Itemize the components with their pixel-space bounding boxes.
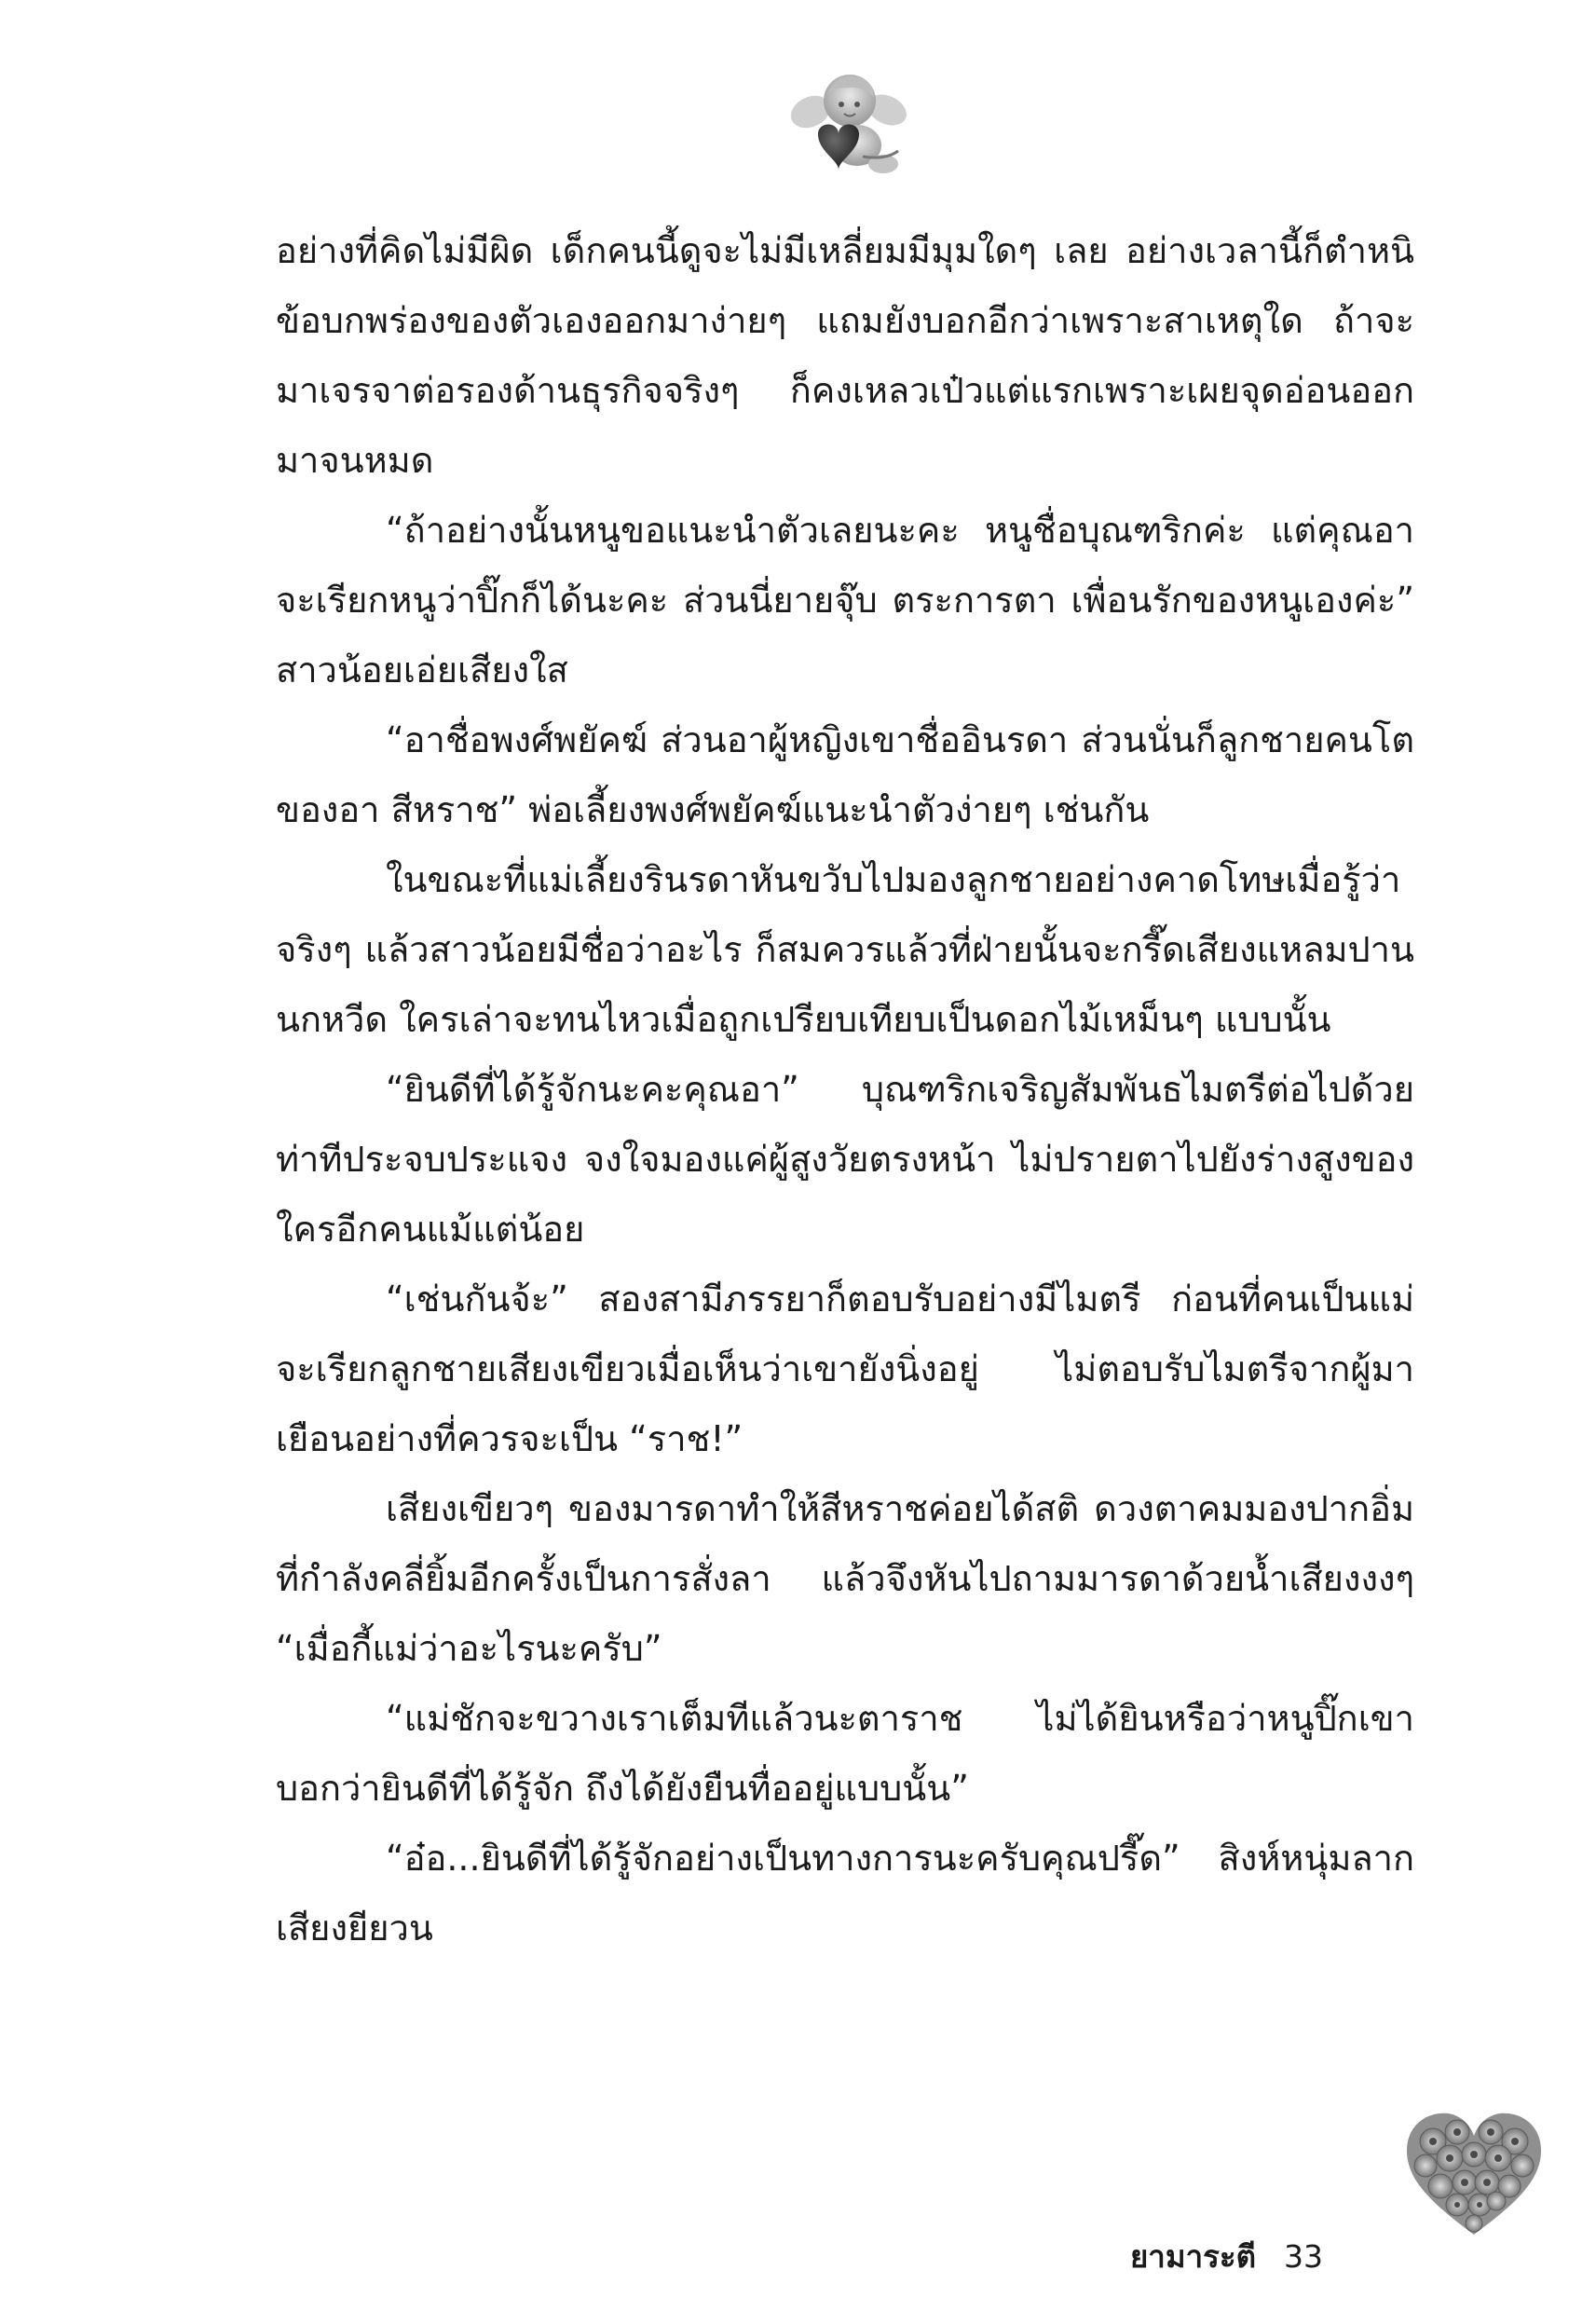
paragraph: “ยินดีที่ได้รู้จักนะคะคุณอา” บุณฑริกเจริญสัมพันธไมตรีต่อไปด้วยท่าทีประจบประแจง จงใจมองแค่ผู้สูงวัยตรงหน้า ไม่ปรายตาไปยังร่างสูงของใครอีกคนแม้แต่น้อย — [276, 1069, 1414, 1250]
paragraph: “อ๋อ...ยินดีที่ได้รู้จักอย่างเป็นทางการนะครับคุณปรี๊ด” สิงห์หนุ่มลากเสียงยียวน — [276, 1838, 1414, 1949]
book-title: ยามาระตี — [1129, 2238, 1256, 2275]
running-footer — [1130, 2238, 1323, 2276]
paragraph: ในขณะที่แม่เลี้ยงรินรดาหันขวับไปมองลูกชายอย่างคาดโทษเมื่อรู้ว่าจริงๆ แล้วสาวน้อยมีชื่อว่าอะไร ก็สมควรแล้วที่ฝ่ายนั้นจะกรี๊ดเสียงแหลมปานนกหวีด ใครเล่าจะทนไหวเมื่อถูกเปรียบเทียบเป็นดอกไม้เหม็นๆ แบบนั้น — [276, 859, 1414, 1040]
paragraph: “เช่นกันจ้ะ” สองสามีภรรยาก็ตอบรับอย่างมีไมตรี ก่อนที่คนเป็นแม่จะเรียกลูกชายเสียงเขียวเมื่อเห็นว่าเขายังนิ่งอยู่ ไม่ตอบรับไมตรีจากผู้มาเยือนอย่างที่ควรจะเป็น “ราช!” — [276, 1279, 1414, 1459]
floral-heart-icon — [1399, 2104, 1548, 2244]
paragraph: “ถ้าอย่างนั้นหนูขอแนะนำตัวเลยนะคะ หนูชื่อบุณฑริกค่ะ แต่คุณอาจะเรียกหนูว่าปิ๊กก็ได้นะคะ ส่วนนี่ยายจุ๊บ ตระการตา เพื่อนรักของหนูเองค่ะ” สาวน้อยเอ่ยเสียงใส — [276, 510, 1414, 691]
page-number: 33 — [1284, 2238, 1323, 2275]
cupid-with-heart-icon — [783, 67, 913, 179]
paragraph: “อาชื่อพงศ์พยัคฆ์ ส่วนอาผู้หญิงเขาชื่ออินรดา ส่วนนั่นก็ลูกชายคนโตของอา สีหราช” พ่อเลี้ยงพงศ์พยัคฆ์แนะนำตัวง่ายๆ เช่นกัน — [276, 719, 1414, 830]
page-body — [276, 216, 1414, 1963]
paragraph: เสียงเขียวๆ ของมารดาทำให้สีหราชค่อยได้สติ ดวงตาคมมองปากอิ่มที่กำลังคลี่ยิ้มอีกครั้งเป็นการสั่งลา แล้วจึงหันไปถามมารดาด้วยน้ำเสียงงงๆ “เมื่อกี้แม่ว่าอะไรนะครับ” — [276, 1488, 1414, 1669]
paragraph: อย่างที่คิดไม่มีผิด เด็กคนนี้ดูจะไม่มีเหลี่ยมมีมุมใดๆ เลย อย่างเวลานี้ก็ตำหนิข้อบกพร่องของตัวเองออกมาง่ายๆ แถมยังบอกอีกว่าเพราะสาเหตุใด ถ้าจะมาเจรจาต่อรองด้านธุรกิจจริงๆ ก็คงเหลวเป๋วแต่แรกเพราะเผยจุดอ่อนออกมาจนหมด — [276, 230, 1414, 481]
paragraph: “แม่ชักจะขวางเราเต็มทีแล้วนะตาราช ไม่ได้ยินหรือว่าหนูปิ๊กเขาบอกว่ายินดีที่ได้รู้จัก ถึงได้ยังยืนทื่ออยู่แบบนั้น” — [276, 1698, 1414, 1809]
page-footer — [1053, 2238, 1425, 2275]
